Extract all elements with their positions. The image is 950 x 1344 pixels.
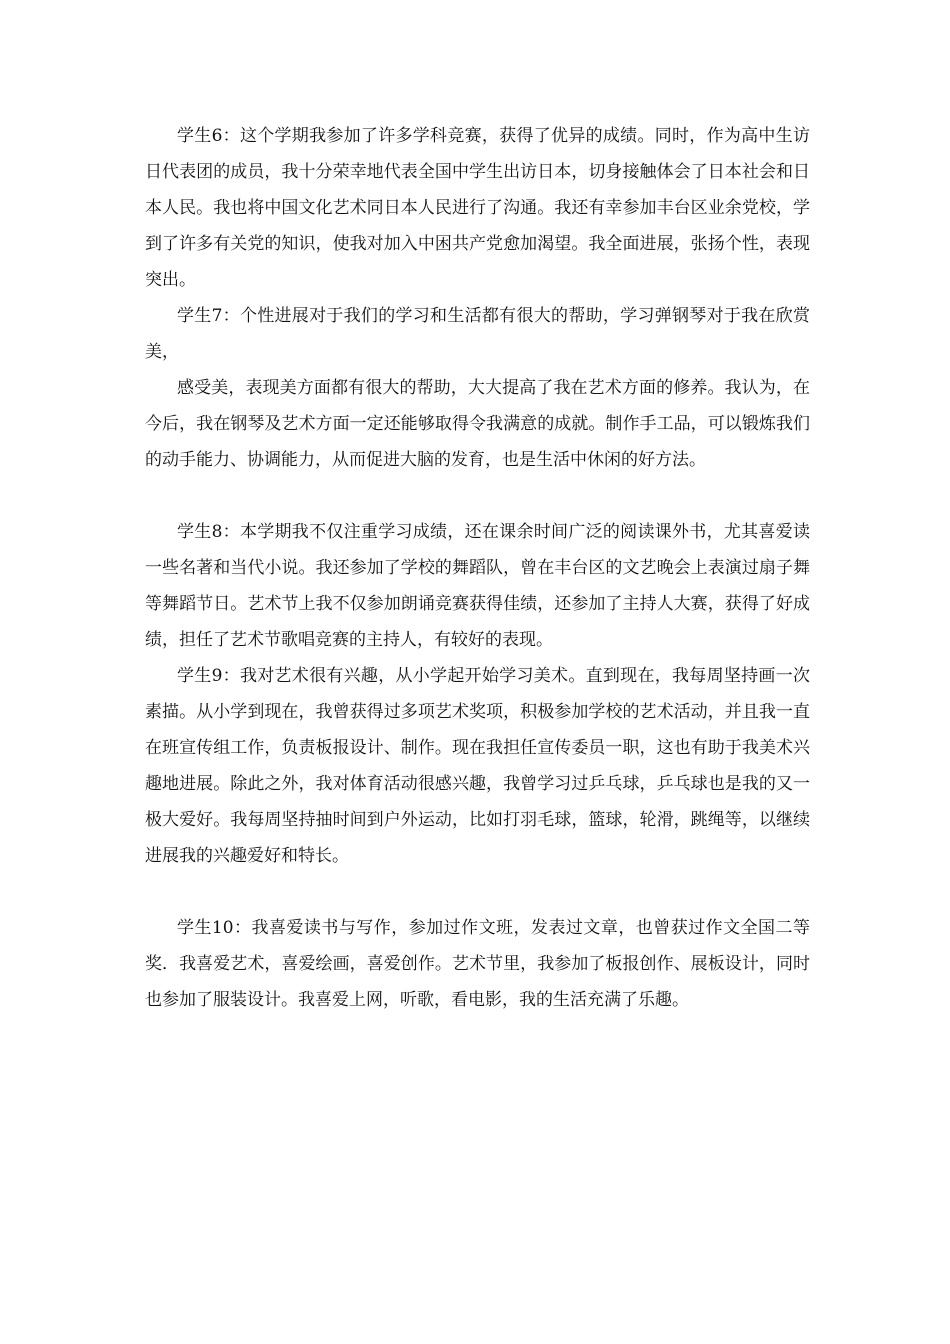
document-body [145,118,810,1018]
paragraph-student-8: 学生8：本学期我不仅注重学习成绩，还在课余时间广泛的阅读课外书，尤其喜爱读一些名著和当代小说。我还参加了学校的舞蹈队，曾在丰台区的文艺晚会上表演过扇子舞等舞蹈节日。艺术节上我不仅参加朗诵竞赛获得佳绩，还参加了主持人大赛，获得了好成绩，担任了艺术节歌唱竞赛的主持人，有较好的表现。 [145,522,810,650]
paragraph-student-7: 学生7：个性进展对于我们的学习和生活都有很大的帮助，学习弹钢琴对于我在欣赏美， [145,306,810,362]
paragraph-student-9: 学生9：我对艺术很有兴趣，从小学起开始学习美术。直到现在，我每周坚持画一次素描。从小学到现在，我曾获得过多项艺术奖项，积极参加学校的艺术活动，并且我一直在班宣传组工作，负责板报设计、制作。现在我担任宣传委员一职，这也有助于我美术兴趣地进展。除此之外，我对体育活动很感兴趣，我曾学习过乒乓球，乒乓球也是我的又一极大爱好。我每周坚持抽时间到户外运动，比如打羽毛球，篮球，轮滑，跳绳等，以继续进展我的兴趣爱好和特长。 [145,666,810,866]
paragraph-student-7-continued: 感受美，表现美方面都有很大的帮助，大大提高了我在艺术方面的修养。我认为，在今后，我在钢琴及艺术方面一定还能够取得令我满意的成就。制作手工品，可以锻炼我们的动手能力、协调能力，从而促进大脑的发育，也是生活中休闲的好方法。 [145,378,810,470]
paragraph-student-6: 学生6：这个学期我参加了许多学科竞赛，获得了优异的成绩。同时，作为高中生访日代表团的成员，我十分荣幸地代表全国中学生出访日本，切身接触体会了日本社会和日本人民。我也将中国文化艺术同日本人民进行了沟通。我还有幸参加丰台区业余党校，学到了许多有关党的知识，使我对加入中困共产党愈加渴望。我全面进展，张扬个性，表现突出。 [145,126,810,290]
paragraph-gap [145,478,810,514]
paragraph-gap [145,874,810,910]
paragraph-student-10: 学生10：我喜爱读书与写作，参加过作文班，发表过文章，也曾获过作文全国二等奖．我喜爱艺术，喜爱绘画，喜爱创作。艺术节里，我参加了板报创作、展板设计，同时也参加了服装设计。我喜爱上网，听歌，看电影，我的生活充满了乐趣。 [145,918,810,1010]
